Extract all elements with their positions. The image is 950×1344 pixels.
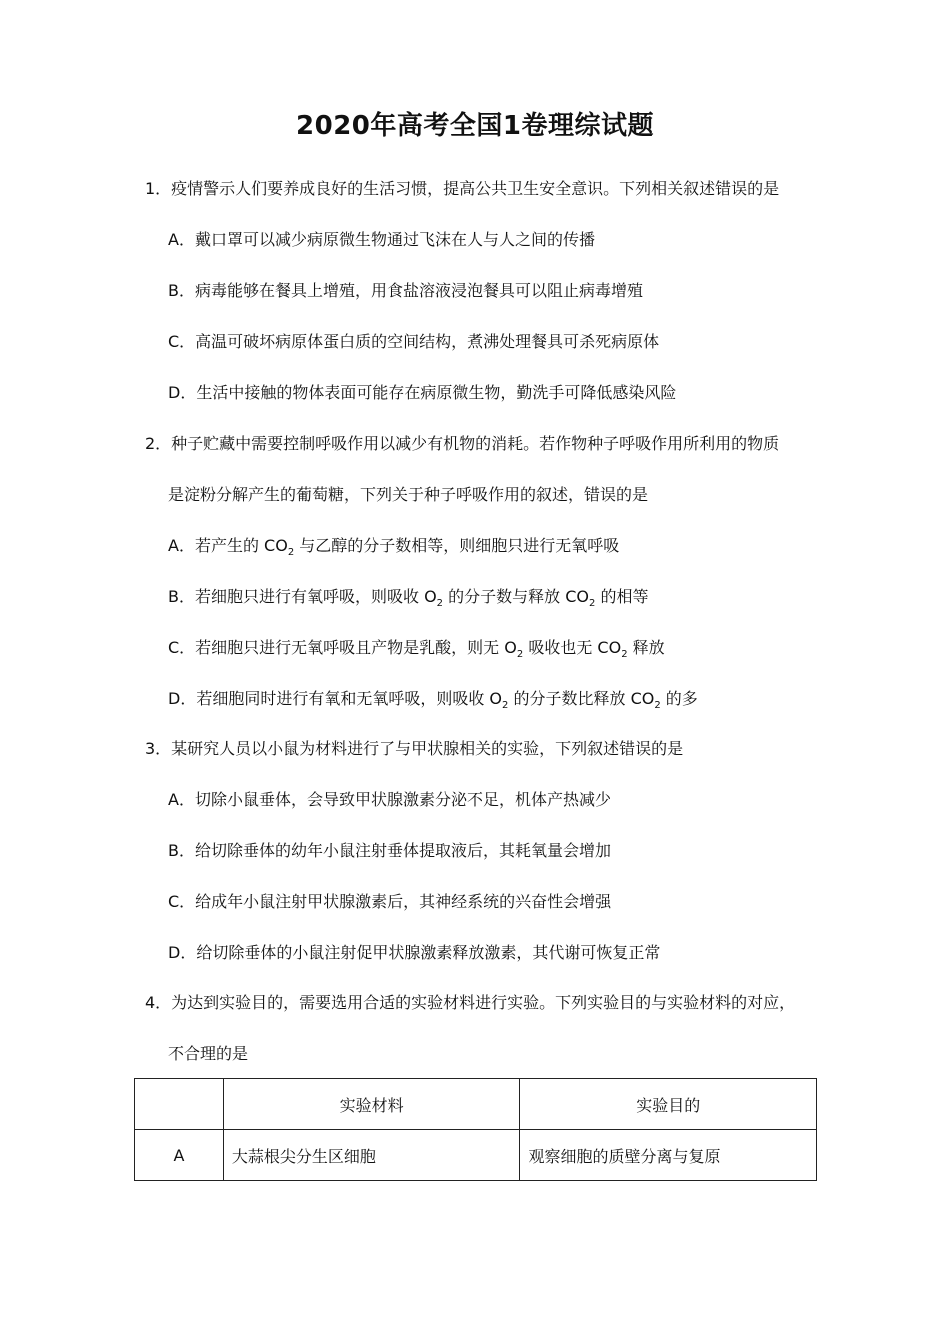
option-text: 的相等: [595, 587, 649, 606]
option-text: 的分子数比释放 CO: [508, 689, 655, 708]
table-cell-label: A: [135, 1130, 224, 1181]
question-1-option-c: C．高温可破坏病原体蛋白质的空间结构，煮沸处理餐具可杀死病原体: [168, 332, 660, 351]
option-text: C．若细胞只进行无氧呼吸且产物是乳酸，则无 O: [168, 638, 517, 657]
option-text: 的分子数与释放 CO: [443, 587, 589, 606]
table-row: [135, 1130, 817, 1181]
question-3-option-b: B．给切除垂体的幼年小鼠注射垂体提取液后，其耗氧量会增加: [168, 841, 611, 860]
question-2-option-b: [168, 585, 648, 609]
option-text: A．若产生的 CO: [168, 536, 288, 555]
table-header-cell: 实验材料: [223, 1079, 520, 1130]
question-4-stem-line2: 不合理的是: [168, 1044, 249, 1063]
subscript: 2: [621, 649, 628, 660]
option-text: B．若细胞只进行有氧呼吸，则吸收 O: [168, 587, 437, 606]
subscript: 2: [287, 547, 295, 558]
table-cell-purpose: 观察细胞的质壁分离与复原: [520, 1130, 817, 1181]
question-4-stem-line1: 4．为达到实验目的，需要选用合适的实验材料进行实验。下列实验目的与实验材料的对应，: [145, 993, 796, 1012]
subscript: 2: [436, 598, 444, 609]
subscript: 2: [654, 700, 661, 711]
experiment-table: [134, 1078, 817, 1181]
option-text: 的多: [660, 689, 698, 708]
subscript: 2: [516, 649, 524, 660]
subscript: 2: [589, 598, 596, 609]
question-2-option-d: [168, 687, 698, 711]
question-3-stem: 3．某研究人员以小鼠为材料进行了与甲状腺相关的实验，下列叙述错误的是: [145, 739, 684, 758]
option-text: 与乙醇的分子数相等，则细胞只进行无氧呼吸: [294, 536, 620, 555]
table-header-cell: [135, 1079, 224, 1130]
question-2-stem-line2: 是淀粉分解产生的葡萄糖，下列关于种子呼吸作用的叙述，错误的是: [168, 485, 649, 504]
question-1-option-a: A．戴口罩可以减少病原微生物通过飞沫在人与人之间的传播: [168, 230, 595, 249]
option-text: 吸收也无 CO: [523, 638, 622, 657]
question-3-option-c: C．给成年小鼠注射甲状腺激素后，其神经系统的兴奋性会增强: [168, 892, 612, 911]
question-3-option-a: A．切除小鼠垂体，会导致甲状腺激素分泌不足，机体产热减少: [168, 790, 611, 809]
table-cell-material: 大蒜根尖分生区细胞: [223, 1130, 520, 1181]
question-2-option-a: [168, 534, 619, 558]
question-1-stem: 1．疫情警示人们要养成良好的生活习惯，提高公共卫生安全意识。下列相关叙述错误的是: [145, 179, 780, 198]
table-header-cell: 实验目的: [520, 1079, 817, 1130]
question-1-option-b: B．病毒能够在餐具上增殖，用食盐溶液浸泡餐具可以阻止病毒增殖: [168, 281, 643, 300]
question-2-option-c: [168, 636, 665, 660]
option-text: D．若细胞同时进行有氧和无氧呼吸，则吸收 O: [168, 689, 503, 708]
subscript: 2: [502, 700, 509, 711]
option-text: 释放: [627, 638, 665, 657]
question-3-option-d: D．给切除垂体的小鼠注射促甲状腺激素释放激素，其代谢可恢复正常: [168, 943, 661, 962]
page-title: 2020年高考全国1卷理综试题: [296, 111, 654, 141]
question-1-option-d: D．生活中接触的物体表面可能存在病原微生物，勤洗手可降低感染风险: [168, 383, 677, 402]
table-header-row: [135, 1079, 817, 1130]
question-2-stem-line1: 2．种子贮藏中需要控制呼吸作用以减少有机物的消耗。若作物种子呼吸作用所利用的物质: [145, 434, 780, 453]
